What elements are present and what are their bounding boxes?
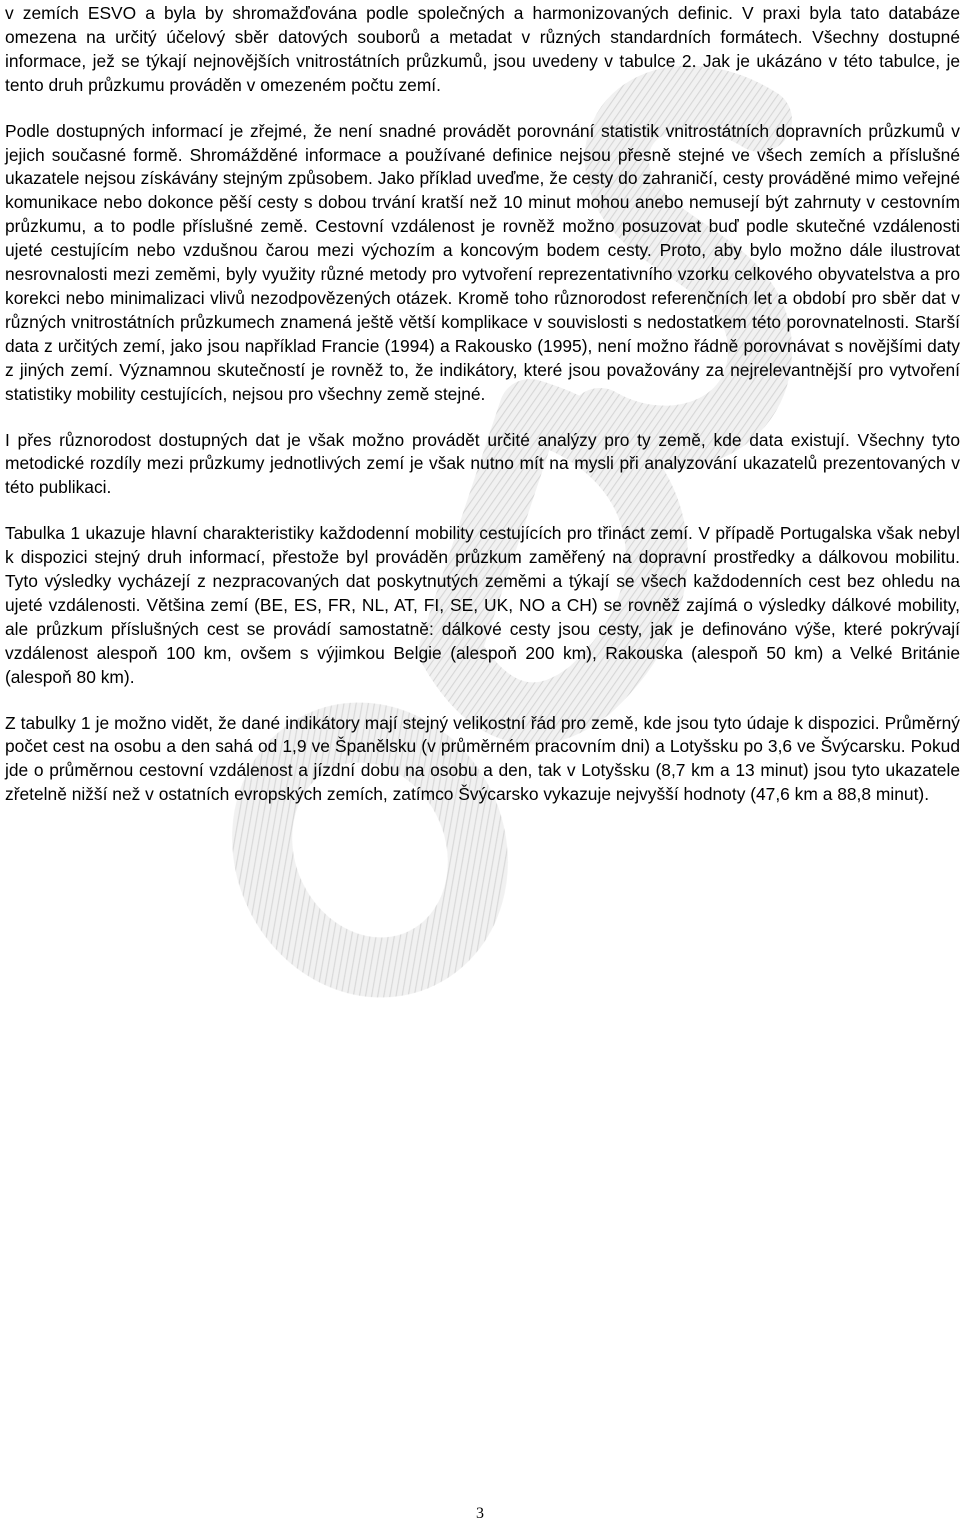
page-body (5, 2, 960, 829)
paragraph-3: I přes různorodost dostupných dat je však možno provádět určité analýzy pro ty země, kde data existují. Všechny tyto metodické rozdíly mezi průzkumy jednotlivých zemí je však nutno mít na mysli při analyzování ukazatelů prezentovaných v této publikaci. (5, 429, 960, 498)
paragraph-2: Podle dostupných informací je zřejmé, že není snadné provádět porovnání statistik vnitrostátních dopravních průzkumů v jejich současné formě. Shromážděné informace a používané definice nejsou přesně stejné ve všech zemích a příslušné ukazatele nejsou získávány stejným způsobem. Jako příklad uveďme, že cesty do zahraničí, cesty prováděné mimo veřejné komunikace nebo dokonce pěší cesty s dobou trvání kratší než 10 minut mohou anebo nemusejí být zahrnuty v cestovním průzkumu, a to podle příslušné země. Cestovní vzdálenost je rovněž možno posuzovat buď podle skutečné vzdálenosti ujeté cestujícím nebo vzdušnou čarou mezi výchozím a koncovým bodem cesty. Proto, aby bylo možno dále ilustrovat nesrovnalosti mezi zeměmi, byly využity různé metody pro vytvoření reprezentativního vzorku celkového obyvatelstva a pro korekci nebo minimalizaci vlivů nezodpovězených otázek. Kromě toho různorodost referenčních let a období pro sběr dat v různých vnitrostátních průzkumech znamená ještě větší komplikace v souvislosti s nedostatkem této porovnatelnosti. Starší data z určitých zemí, jako jsou například Francie (1994) a Rakousko (1995), není možno řádně porovnávat s novějšími daty z jiných zemí. Významnou skutečností je rovněž to, že indikátory, které jsou považovány za nejrelevantnější pro vytvoření statistiky mobility cestujících, nejsou pro všechny země stejné. (5, 120, 960, 404)
paragraph-4: Tabulka 1 ukazuje hlavní charakteristiky každodenní mobility cestujících pro třináct zemí. V případě Portugalska však nebyl k dispozici stejný druh informací, přestože byl prováděn průzkum zaměřený na dopravní prostředky a dálkovou mobilitu. Tyto výsledky vycházejí z nezpracovaných dat poskytnutých zeměmi a týkají se všech každodenních cest bez ohledu na ujeté vzdálenosti. Většina zemí (BE, ES, FR, NL, AT, FI, SE, UK, NO a CH) se rovněž zajímá o výsledky dálkové mobility, ale průzkum příslušných cest se provádí samostatně: dálkové cesty jsou cesty, jak je definováno výše, které pokrývají vzdálenost alespoň 100 km, ovšem s výjimkou Belgie (alespoň 200 km), Rakouska (alespoň 50 km) a Velké Británie (alespoň 80 km). (5, 523, 960, 687)
page-number: 3 (476, 1505, 484, 1522)
paragraph-5: Z tabulky 1 je možno vidět, že dané indikátory mají stejný velikostní řád pro země, kde jsou tyto údaje k dispozici. Průměrný počet cest na osobu a den sahá od 1,9 ve Španělsku (v průměrném pracovním dni) a Lotyšsku po 3,6 ve Švýcarsku. Pokud jde o průměrnou cestovní vzdálenost a jízdní dobu na osobu a den, tak v Lotyšsku (8,7 km a 13 minut) jsou tyto ukazatele zřetelně nižší než v ostatních evropských zemích, zatímco Švýcarsko vykazuje nejvyšší hodnoty (47,6 km a 88,8 minut). (5, 712, 960, 805)
paragraph-1: v zemích ESVO a byla by shromažďována podle společných a harmonizovaných definic. V praxi byla tato databáze omezena na určitý účelový sběr datových souborů a metadat v různých standardních formátech. Všechny dostupné informace, jež se týkají nejnovějších vnitrostátních průzkumů, jsou uvedeny v tabulce 2. Jak je ukázáno v této tabulce, je tento druh průzkumu prováděn v omezeném počtu zemí. (5, 3, 960, 95)
